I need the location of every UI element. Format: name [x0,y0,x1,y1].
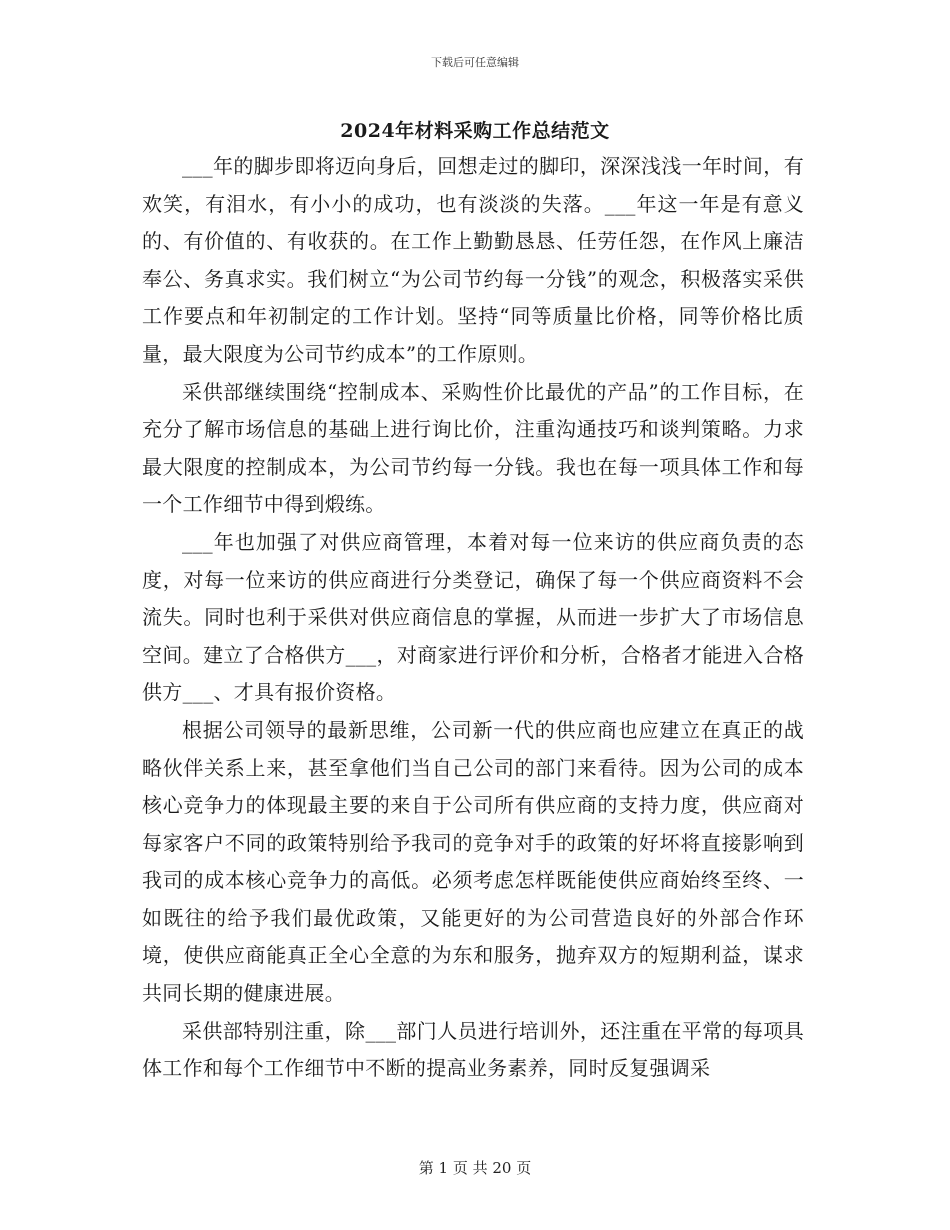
document-title: 2024年材料采购工作总结范文 [340,120,610,142]
body-paragraph: 采供部继续围绕“控制成本、采购性价比最优的产品”的工作目标，在充分了解市场信息的基础上进行询比价，注重沟通技巧和谈判策略。力求最大限度的控制成本，为公司节约每一分钱。我也在每一项具体工作和每一个工作细节中得到煅练。 [142,379,804,517]
body-paragraph: 采供部特别注重，除___部门人员进行培训外，还注重在平常的每项具体工作和每个工作细节中不断的提高业务素养，同时反复强调采 [142,1018,804,1081]
body-paragraph: ___年也加强了对供应商管理，本着对每一位来访的供应商负责的态度，对每一位来访的供应商进行分类登记，确保了每一个供应商资料不会流失。同时也利于采供对供应商信息的掌握，从而进一步扩大了市场信息空间。建立了合格供方___，对商家进行评价和分析，合格者才能进入合格供方___、才具有报价资格。 [142,529,804,705]
body-paragraph: 根据公司领导的最新思维，公司新一代的供应商也应建立在真正的战略伙伴关系上来，甚至拿他们当自己公司的部门来看待。因为公司的成本核心竞争力的体现最主要的来自于公司所有供应商的支持力度，供应商对每家客户不同的政策特别给予我司的竞争对手的政策的好坏将直接影响到我司的成本核心竞争力的高低。必须考虑怎样既能使供应商始终至终、一如既往的给予我们最优政策，又能更好的为公司营造良好的外部合作环境，使供应商能真正全心全意的为东和服务，抛弃双方的短期利益，谋求共同长期的健康进展。 [142,717,804,1006]
document-body [142,148,804,1088]
page-number-footer: 第 1 页 共 20 页 [418,1159,532,1177]
body-paragraph: ___年的脚步即将迈向身后，回想走过的脚印，深深浅浅一年时间，有欢笑，有泪水，有小小的成功，也有淡淡的失落。___年这一年是有意义的、有价值的、有收获的。在工作上勤勤恳恳、任劳任怨，在作风上廉洁奉公、务真求实。我们树立“为公司节约每一分钱”的观念，积极落实采供工作要点和年初制定的工作计划。坚持“同等质量比价格，同等价格比质量，最大限度为公司节约成本”的工作原则。 [142,154,804,366]
page-header-note: 下载后可任意编辑 [431,56,519,69]
